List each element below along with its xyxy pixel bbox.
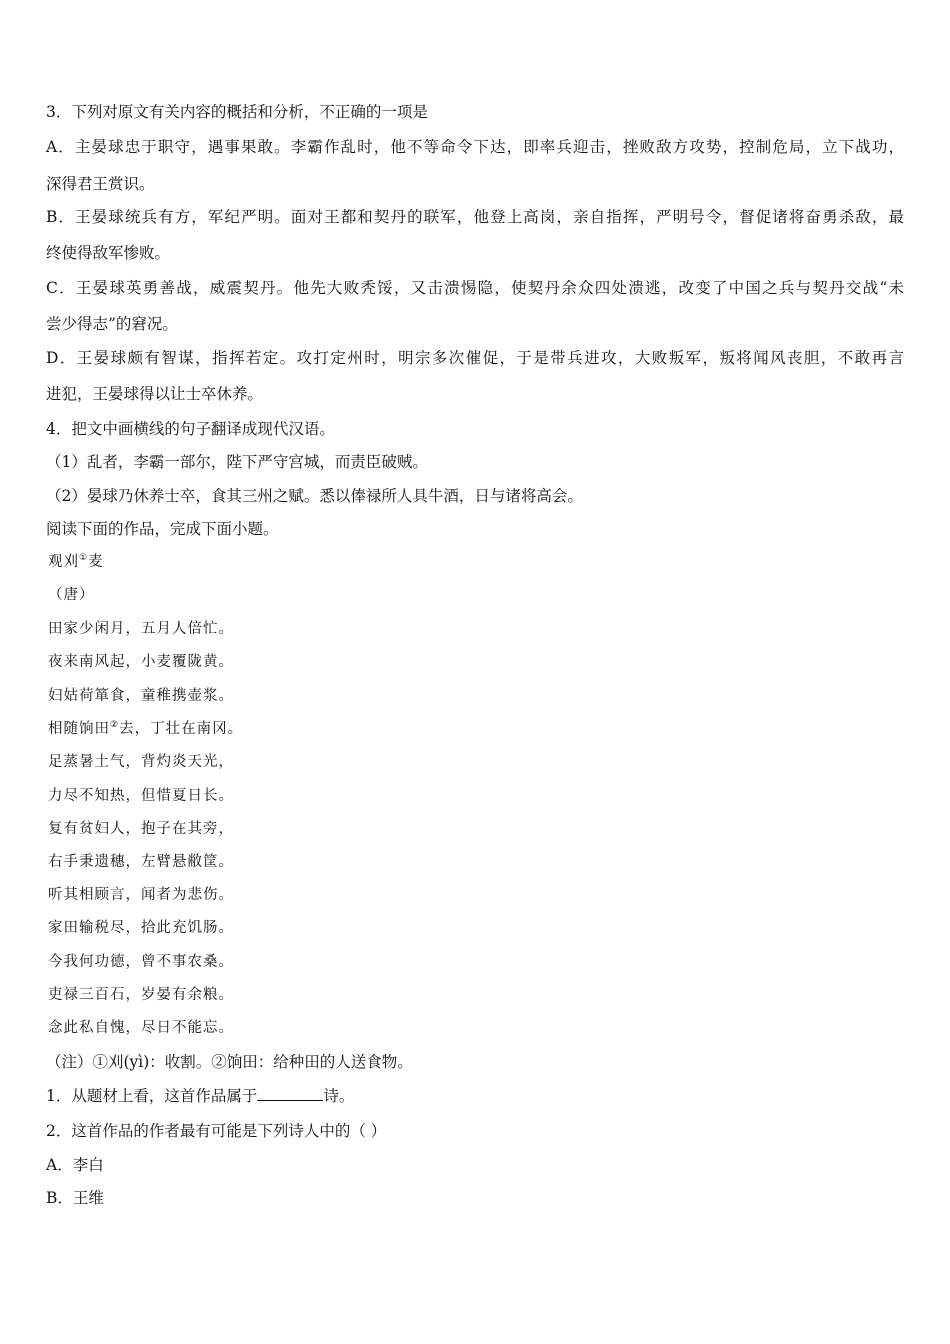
q3-option-b-line1: B．王晏球统兵有方，军纪严明。面对王都和契丹的联军，他登上高岗，亲自指挥，严明号令，督促诸将奋勇杀敌，最 xyxy=(46,208,904,226)
poem-line: 田家少闲月，五月人倍忙。 xyxy=(48,621,234,637)
reading-intro: 阅读下面的作品，完成下面小题。 xyxy=(46,520,279,538)
footnote-marker: ① xyxy=(79,553,89,564)
poem-line: 妇姑荷箪食，童稚携壶浆。 xyxy=(48,688,234,704)
q3-option-a-line2: 深得君王赏识。 xyxy=(46,175,155,193)
poem-line: 今我何功德，曾不事农桑。 xyxy=(48,954,234,970)
question-1: 1．从题材上看，这首作品属于 诗。 xyxy=(46,1087,355,1105)
poem-line: 听其相顾言，闻者为悲伤。 xyxy=(48,887,234,903)
footnote: （注）①刈(yì)：收割。②饷田：给种田的人送食物。 xyxy=(46,1053,413,1071)
q4-stem: 4．把文中画横线的句子翻译成现代汉语。 xyxy=(46,420,335,438)
footnote-marker: ② xyxy=(110,720,120,731)
q3-option-a-line1: A．主晏球忠于职守，遇事果敢。李霸作乱时，他不等命令下达，即率兵迎击，挫败敌方攻势，控制危局，立下战功， xyxy=(46,138,904,156)
q3-stem: 3．下列对原文有关内容的概括和分析，不正确的一项是 xyxy=(46,103,428,121)
q3-option-d-line1: D．王晏球颇有智谋，指挥若定。攻打定州时，明宗多次催促，于是带兵进攻，大败叛军，叛将闻风丧胆，不敢再言 xyxy=(46,349,904,367)
q4-sentence-1: （1）乱者，李霸一部尔，陛下严守宫城，而责臣破贼。 xyxy=(46,453,428,471)
poem-line: 相随饷田②去，丁壮在南冈。 xyxy=(48,720,244,737)
poem-line: 念此私自愧，尽日不能忘。 xyxy=(48,1020,234,1036)
poem-line: 夜来南风起，小麦覆陇黄。 xyxy=(48,654,234,670)
poem-line: 右手秉遗穗，左臂悬敝筐。 xyxy=(48,854,234,870)
q3-option-c-line1: C．王晏球英勇善战，威震契丹。他先大败秃馁，又击溃惕隐，使契丹余众四处溃逃，改变了中国之兵与契丹交战“未 xyxy=(46,279,904,297)
option-b: B．王维 xyxy=(46,1189,104,1207)
q3-option-c-line2: 尝少得志”的窘况。 xyxy=(46,315,178,333)
poem-line: 吏禄三百石，岁晏有余粮。 xyxy=(48,987,234,1003)
q3-option-b-line2: 终使得敌军惨败。 xyxy=(46,244,171,262)
option-a: A．李白 xyxy=(46,1156,104,1174)
answer-blank[interactable] xyxy=(257,1086,323,1101)
poem-line: 力尽不知热，但惜夏日长。 xyxy=(48,788,234,804)
poem-line: 家田输税尽，拾此充饥肠。 xyxy=(48,920,234,936)
q4-sentence-2: （2）晏球乃休养士卒，食其三州之赋。悉以俸禄所人具牛酒，日与诸将高会。 xyxy=(46,487,583,505)
poem-line: 足蒸暑土气，背灼炎天光， xyxy=(48,754,234,770)
poem-line: 复有贫妇人，抱子在其旁， xyxy=(48,821,234,837)
poem-title: 观刈①麦 xyxy=(48,553,104,570)
poem-dynasty: （唐） xyxy=(48,587,95,603)
question-2: 2．这首作品的作者最有可能是下列诗人中的（ ） xyxy=(46,1122,387,1140)
q3-option-d-line2: 进犯，王晏球得以让士卒休养。 xyxy=(46,385,264,403)
